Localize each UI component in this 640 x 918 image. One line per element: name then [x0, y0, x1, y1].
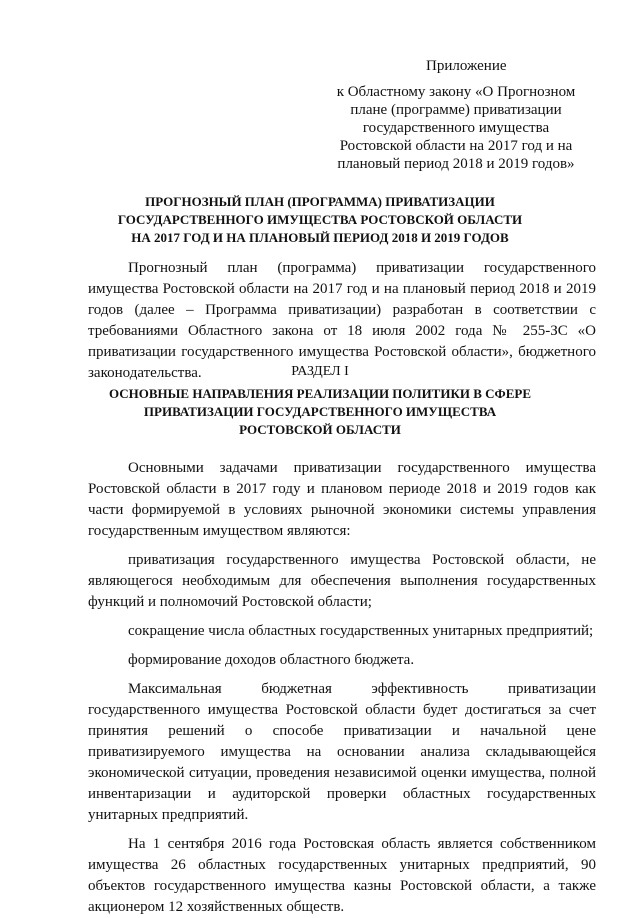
section-label: РАЗДЕЛ I	[291, 364, 349, 379]
paragraph-task-2: сокращение числа областных государственных унитарных предприятий;	[128, 623, 594, 639]
section-title-line: ПРИВАТИЗАЦИИ ГОСУДАРСТВЕННОГО ИМУЩЕСТВА	[143, 404, 497, 419]
appendix-line: государственного имущества	[362, 120, 550, 136]
paragraph-efficiency: Максимальная бюджетная эффективность приватизации государственного имущества Ростовской области будет достигаться за счет принятия решений о способе приватизации и начальной цене приватизируемого имущества на основании анализа складывающейся экономической ситуации, проведения независимой оценки имущества, полной инвентаризации и аудиторской проверки областных государственных унитарных предприятий.	[88, 681, 596, 823]
appendix-reference	[330, 83, 582, 173]
intro-paragraph: Прогнозный план (программа) приватизации государственного имущества Ростовской области на 2017 год и на плановый период 2018 и 2019 годов (далее – Программа приватизации) разработан в соответствии с требованиями Областного закона от 18 июля 2002 года № 255-ЗС «О приватизации государственного имущества Ростовской области», бюджетного законодательства.	[88, 260, 596, 381]
appendix-line: к Областному закону «О Прогнозном	[336, 84, 576, 100]
paragraph-tasks: Основными задачами приватизации государственного имущества Ростовской области в 2017 году и плановом периоде 2018 и 2019 годов как части формируемой в условиях рыночной экономики системы управления государственным имуществом являются:	[88, 460, 596, 539]
section-body	[88, 458, 596, 918]
document-title-line: ГОСУДАРСТВЕННОГО ИМУЩЕСТВА РОСТОВСКОЙ ОБЛАСТИ	[117, 212, 523, 227]
document-title	[90, 193, 550, 247]
appendix-line: плане (программе) приватизации	[350, 102, 562, 118]
section-title-line: РОСТОВСКОЙ ОБЛАСТИ	[239, 422, 401, 437]
paragraph-task-1: приватизация государственного имущества Ростовской области, не являющегося необходимым для обеспечения выполнения государственных функций и полномочий Ростовской области;	[88, 552, 596, 610]
document-title-line: ПРОГНОЗНЫЙ ПЛАН (ПРОГРАММА) ПРИВАТИЗАЦИИ	[145, 194, 495, 209]
appendix-line: Ростовской области на 2017 год и на	[339, 138, 573, 154]
section-title-line: ОСНОВНЫЕ НАПРАВЛЕНИЯ РЕАЛИЗАЦИИ ПОЛИТИКИ В СФЕРЕ	[108, 386, 532, 401]
appendix-title: Приложение	[426, 58, 507, 74]
section-title	[90, 385, 550, 439]
paragraph-ownership: На 1 сентября 2016 года Ростовская область является собственником имущества 26 областных государственных унитарных предприятий, 90 объектов государственного имущества казны Ростовской области, а также акционером 12 хозяйственных обществ.	[88, 836, 596, 915]
appendix-line: плановый период 2018 и 2019 годов»	[337, 156, 575, 172]
document-title-line: НА 2017 ГОД И НА ПЛАНОВЫЙ ПЕРИОД 2018 И 2019 ГОДОВ	[131, 230, 509, 245]
paragraph-task-3: формирование доходов областного бюджета.	[128, 652, 415, 668]
